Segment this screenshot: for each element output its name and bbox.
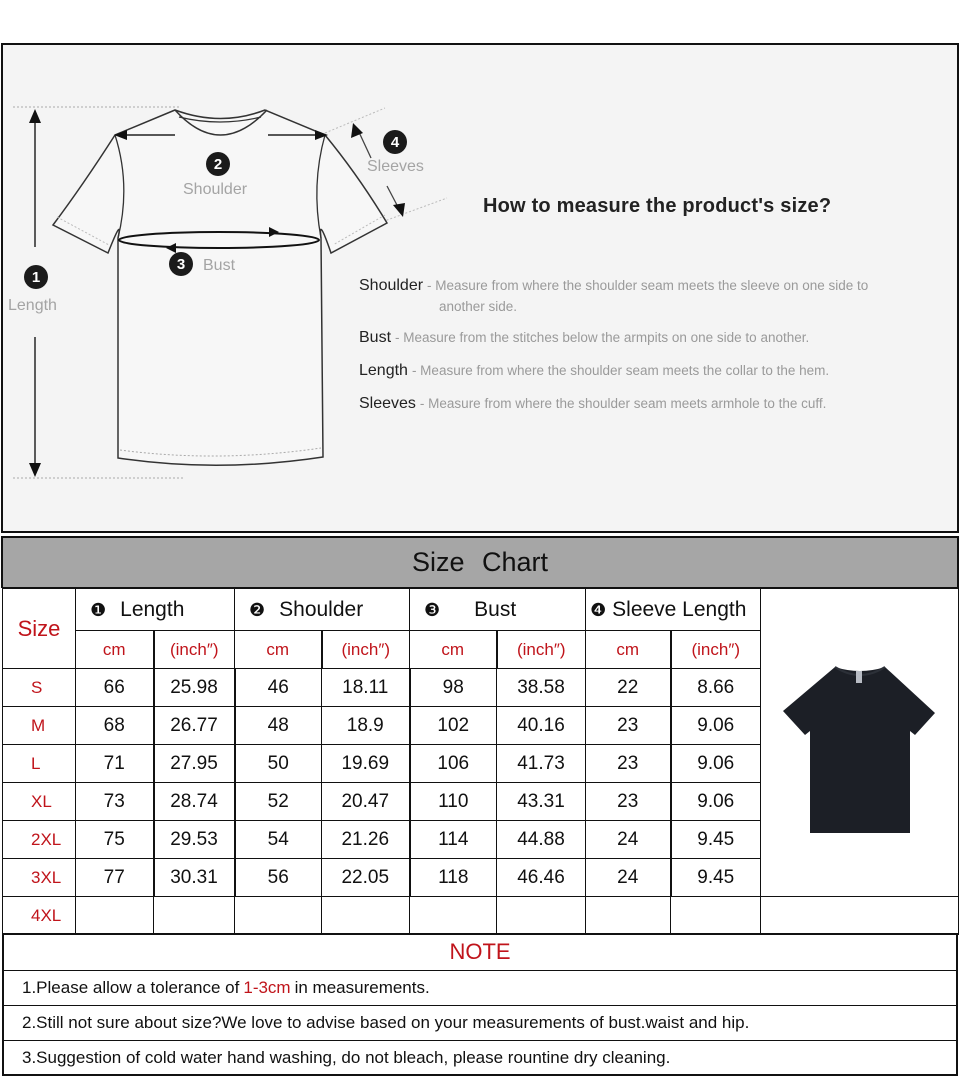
sleeve-inch: 9.06 [671,745,761,783]
size-column-header: Size [3,589,76,669]
sleeve-inch: 9.06 [671,783,761,821]
number-3-icon: ❸ [424,599,441,620]
definition-text: - Measure from where the shoulder seam meets the collar to the hem. [411,363,830,378]
shoulder-cm [235,897,322,935]
definition-length [359,362,829,380]
number-2-icon: ❷ [249,599,266,620]
unit-inch: (inch″) [154,631,235,669]
note-text: in measurements. [294,978,430,997]
shoulder-inch: 21.26 [322,821,410,859]
definition-shoulder [359,277,868,314]
length-label: Length [8,297,57,314]
length-inch: 26.77 [154,707,235,745]
unit-cm: cm [586,631,671,669]
sleeve-cm: 23 [586,745,671,783]
unit-cm: cm [235,631,322,669]
sleeves-label: Sleeves [367,158,424,175]
black-tshirt-photo-icon [775,653,945,833]
shoulder-group-header [235,589,410,631]
length-inch: 25.98 [154,669,235,707]
length-cm: 71 [76,745,154,783]
table-row [3,897,959,935]
shoulder-inch [322,897,410,935]
length-inch: 30.31 [154,859,235,897]
sleeve-group-header [586,589,761,631]
sleeves-badge-icon: 4 [383,130,407,154]
bust-inch [497,897,586,935]
bust-cm: 114 [410,821,497,859]
length-cm: 77 [76,859,154,897]
sleeve-cm: 24 [586,859,671,897]
sleeve-inch: 9.06 [671,707,761,745]
note-item [2,1041,958,1076]
note-text: 1.Please allow a tolerance of [22,978,240,997]
bust-label: Bust [203,257,236,274]
shoulder-cm: 52 [235,783,322,821]
bust-inch: 41.73 [497,745,586,783]
size-label: L [3,745,76,783]
empty-cell [761,897,959,935]
unit-inch: (inch″) [322,631,410,669]
notes-section [2,933,958,1076]
note-item [2,971,958,1006]
shoulder-label: Shoulder [183,181,248,198]
size-label: 2XL [3,821,76,859]
shoulder-inch: 19.69 [322,745,410,783]
definition-term: Sleeves [359,395,416,412]
bust-inch: 43.31 [497,783,586,821]
length-inch: 29.53 [154,821,235,859]
length-inch: 28.74 [154,783,235,821]
group-label: Bust [474,597,517,621]
bust-cm: 106 [410,745,497,783]
group-label: Length [120,597,185,621]
shoulder-cm: 50 [235,745,322,783]
bust-badge-icon: 3 [169,252,193,276]
size-chart-table [2,588,959,935]
shoulder-cm: 54 [235,821,322,859]
shoulder-cm: 46 [235,669,322,707]
unit-cm: cm [76,631,154,669]
bust-cm: 118 [410,859,497,897]
definition-text: - Measure from where the shoulder seam meets the sleeve on one side to [427,278,869,293]
definition-continuation: another side. [439,299,518,314]
how-to-measure-title: How to measure the product's size? [483,195,832,217]
length-cm: 75 [76,821,154,859]
shoulder-badge-icon: 2 [206,152,230,176]
definition-text: - Measure from where the shoulder seam meets armhole to the cuff. [419,396,827,411]
unit-inch: (inch″) [497,631,586,669]
sleeve-cm: 24 [586,821,671,859]
group-label: Shoulder [279,597,364,621]
sleeve-cm: 23 [586,783,671,821]
length-cm: 68 [76,707,154,745]
shoulder-cm: 48 [235,707,322,745]
bust-group-header [410,589,586,631]
definition-bust [359,329,809,347]
bust-cm: 102 [410,707,497,745]
length-cm [76,897,154,935]
note-item [2,1006,958,1041]
sleeve-inch [671,897,761,935]
size-label: M [3,707,76,745]
length-cm: 66 [76,669,154,707]
bust-cm: 110 [410,783,497,821]
size-chart-title: Size Chart [411,547,549,577]
size-label: 3XL [3,859,76,897]
shoulder-cm: 56 [235,859,322,897]
definition-text: - Measure from the stitches below the armpits on one side to another. [395,330,810,345]
size-chart-title-bar [1,536,959,588]
note-highlight: 1-3cm [243,978,291,997]
shoulder-inch: 20.47 [322,783,410,821]
sleeve-cm: 23 [586,707,671,745]
bust-inch: 40.16 [497,707,586,745]
measurement-diagram [1,43,959,533]
sleeve-inch: 9.45 [671,821,761,859]
number-1-icon: ❶ [90,599,107,620]
size-label: XL [3,783,76,821]
length-group-header [76,589,235,631]
note-heading: NOTE [2,933,958,971]
size-label: S [3,669,76,707]
bust-cm [410,897,497,935]
bust-inch: 38.58 [497,669,586,707]
length-badge-icon: 1 [24,265,48,289]
shoulder-inch: 18.11 [322,669,410,707]
group-label: Sleeve Length [612,597,747,621]
length-cm: 73 [76,783,154,821]
sleeve-inch: 8.66 [671,669,761,707]
unit-inch: (inch″) [671,631,761,669]
number-4-icon: ❹ [590,599,607,620]
sleeve-cm [586,897,671,935]
sleeve-cm: 22 [586,669,671,707]
group-header-row [3,589,959,631]
sleeve-inch: 9.45 [671,859,761,897]
note-text: 3.Suggestion of cold water hand washing, do not bleach, please rountine dry cleaning. [22,1047,671,1067]
bust-inch: 46.46 [497,859,586,897]
note-text: 2.Still not sure about size?We love to advise based on your measurements of bust.waist and hip. [22,1013,750,1032]
unit-cm: cm [410,631,497,669]
size-label: 4XL [3,897,76,935]
definition-sleeves [359,395,826,413]
bust-cm: 98 [410,669,497,707]
length-inch [154,897,235,935]
definition-term: Shoulder [359,277,424,294]
definition-term: Length [359,362,408,379]
definition-term: Bust [359,329,392,346]
product-image-cell [761,589,959,897]
shoulder-inch: 22.05 [322,859,410,897]
bust-inch: 44.88 [497,821,586,859]
length-inch: 27.95 [154,745,235,783]
shoulder-inch: 18.9 [322,707,410,745]
